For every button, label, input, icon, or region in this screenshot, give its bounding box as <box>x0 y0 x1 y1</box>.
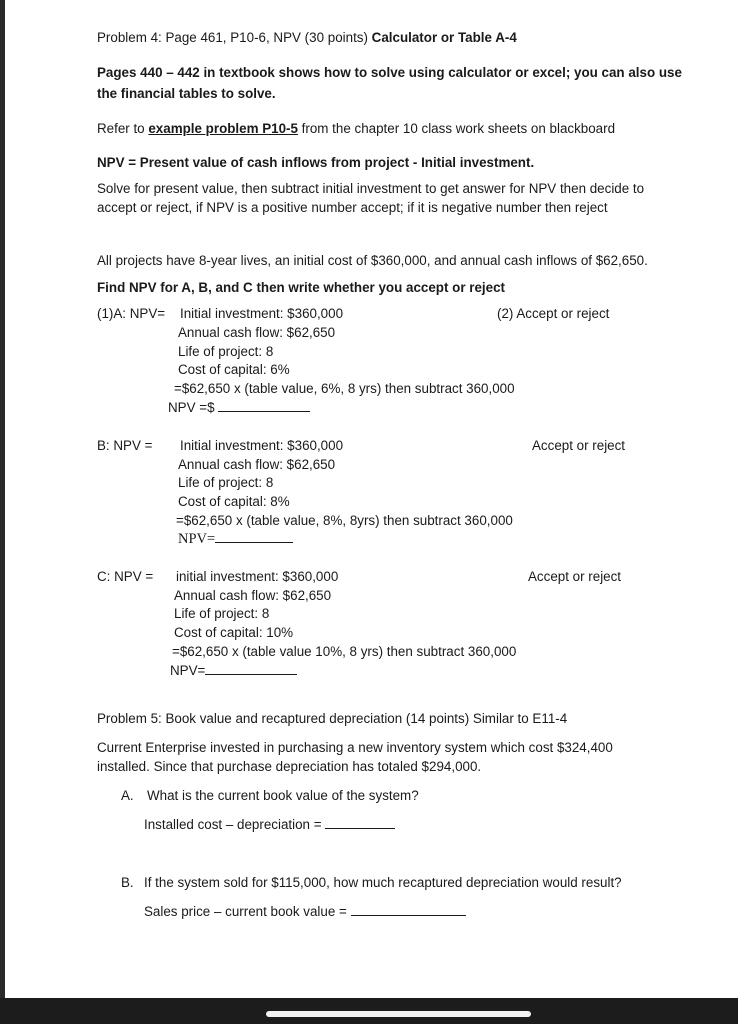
all-projects-statement: All projects have 8-year lives, an initial cost of $360,000, and annual cash inflows of $62,650. <box>97 253 648 268</box>
project-a-decision: (2) Accept or reject <box>497 306 610 321</box>
project-b-cash-flow: Annual cash flow: $62,650 <box>178 457 336 472</box>
question-b-answer-blank[interactable] <box>351 904 466 916</box>
find-npv-instruction: Find NPV for A, B, and C then write whether you accept or reject <box>97 280 505 295</box>
example-problem-link[interactable]: example problem P10-5 <box>148 121 298 136</box>
project-b-initial: Initial investment: $360,000 <box>180 438 344 453</box>
project-c-cost-of-capital: Cost of capital: 10% <box>174 625 294 640</box>
home-indicator-bar[interactable] <box>266 1011 531 1017</box>
project-c-decision: Accept or reject <box>528 569 622 584</box>
solve-instructions-line2: accept or reject, if NPV is a positive number accept; if it is negative number then reject <box>97 200 608 215</box>
project-b-answer-blank[interactable] <box>215 531 293 543</box>
pages-note-line2: the financial tables to solve. <box>97 86 276 101</box>
question-a-marker: A. <box>121 788 134 803</box>
pages-note-line1: Pages 440 – 442 in textbook shows how to solve using calculator or excel; you can also use <box>97 65 682 80</box>
page-left-edge <box>0 0 5 998</box>
project-b-life: Life of project: 8 <box>178 475 274 490</box>
project-a-label: (1)A: NPV= <box>97 306 166 321</box>
problem5-intro-line2: installed. Since that purchase depreciation has totaled $294,000. <box>97 759 482 774</box>
project-c-cash-flow: Annual cash flow: $62,650 <box>174 588 332 603</box>
project-a-answer-blank[interactable] <box>218 400 310 412</box>
project-a-formula: =$62,650 x (table value, 6%, 8 yrs) then subtract 360,000 <box>174 381 515 396</box>
project-b-cost-of-capital: Cost of capital: 8% <box>178 494 290 509</box>
project-c-formula: =$62,650 x (table value 10%, 8 yrs) then subtract 360,000 <box>172 644 517 659</box>
project-a-cost-of-capital: Cost of capital: 6% <box>178 362 290 377</box>
project-a-cash-flow: Annual cash flow: $62,650 <box>178 325 336 340</box>
question-a-formula: Installed cost – depreciation = <box>144 817 395 833</box>
question-b-marker: B. <box>121 875 134 890</box>
problem4-heading: Problem 4: Page 461, P10-6, NPV (30 points) Calculator or Table A-4 <box>97 30 517 45</box>
project-b-decision: Accept or reject <box>532 438 626 453</box>
project-c-label: C: NPV = <box>97 569 154 584</box>
project-c-npv-answer: NPV= <box>170 663 297 679</box>
npv-definition: NPV = Present value of cash inflows from project - Initial investment. <box>97 155 535 170</box>
project-a-life: Life of project: 8 <box>178 344 274 359</box>
refer-line: Refer to example problem P10-5 from the chapter 10 class work sheets on blackboard <box>97 121 616 136</box>
project-b-npv-answer: NPV= <box>178 531 293 547</box>
project-a-npv-answer: NPV =$ <box>168 400 310 416</box>
project-b-formula: =$62,650 x (table value, 8%, 8yrs) then subtract 360,000 <box>176 513 513 528</box>
problem5-heading: Problem 5: Book value and recaptured depreciation (14 points) Similar to E11-4 <box>97 711 568 726</box>
solve-instructions-line1: Solve for present value, then subtract initial investment to get answer for NPV then decide to <box>97 181 645 196</box>
project-c-life: Life of project: 8 <box>174 606 270 621</box>
question-a-answer-blank[interactable] <box>325 817 395 829</box>
project-c-answer-blank[interactable] <box>205 663 297 675</box>
question-b-formula: Sales price – current book value = <box>144 904 466 920</box>
project-c-initial: initial investment: $360,000 <box>176 569 339 584</box>
project-b-label: B: NPV = <box>97 438 153 453</box>
question-b-text: If the system sold for $115,000, how much recaptured depreciation would result? <box>144 875 622 890</box>
problem4-heading-method: Calculator or Table A-4 <box>371 30 517 45</box>
problem5-intro-line1: Current Enterprise invested in purchasing a new inventory system which cost $324,400 <box>97 740 613 755</box>
project-a-initial: Initial investment: $360,000 <box>180 306 344 321</box>
question-a-text: What is the current book value of the system? <box>147 788 419 803</box>
